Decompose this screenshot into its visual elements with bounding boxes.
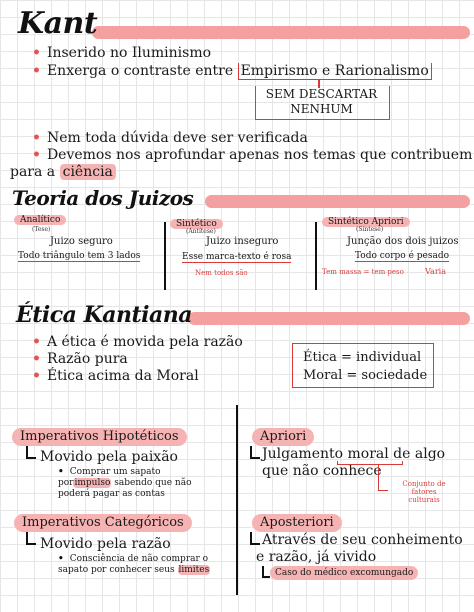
etica-box-line1: Ética = individual (303, 350, 422, 365)
apriori-text-2: que não conhece (262, 463, 382, 479)
imperativos-hipoteticos-title: Imperativos Hipotéticos (12, 428, 187, 446)
kant-bullet-3: • Nem toda dúvida deve ser verificada (32, 130, 308, 146)
etica-bullet-3-text: Ética acima da Moral (46, 368, 199, 384)
kant-bullet-3-text: Nem toda dúvida deve ser verificada (46, 130, 308, 146)
teoria-header-bar (205, 195, 470, 208)
kant-bullet-1-text: Inserido no Iluminismo (46, 45, 212, 61)
etica-bullet-3: • Ética acima da Moral (32, 368, 199, 384)
apriori-underline (337, 461, 403, 465)
kant-box-line1: SEM DESCARTAR (265, 87, 378, 101)
kant-bullet-2-highlight: Empirismo e Rarionalismo (238, 63, 432, 80)
hip-note-highlight: impulso (74, 478, 111, 488)
kant-bullet-2: • Enxerga o contraste entre Empirismo e Rarionalismo (32, 63, 432, 80)
apriori-text-1: Julgamento moral de algo (262, 446, 446, 462)
apriori-note: Conjunto de fatores culturais (402, 480, 446, 504)
apriori-bracket (250, 446, 260, 459)
teoria-col2-note: Nem todos são (195, 269, 248, 277)
cat-note: • Consciência de não comprar o sapato por conhecer seus limites (58, 554, 210, 575)
etica-center-divider (236, 405, 238, 595)
teoria-divider-1 (164, 222, 166, 290)
kant-bullet-1: • Inserido no Iluminismo (32, 45, 212, 61)
teoria-col3-note-right: Varia (425, 267, 446, 276)
imperativos-categoricos-title: Imperativos Categóricos (14, 514, 192, 532)
aposteriori-case-bracket (262, 566, 270, 578)
hip-bracket (26, 446, 36, 459)
kant-box (255, 86, 390, 120)
cat-bracket (26, 532, 36, 545)
etica-bullet-2: • Razão pura (32, 351, 128, 367)
etica-bullet-2-text: Razão pura (46, 351, 128, 367)
aposteriori-bracket (250, 532, 260, 545)
teoria-title: Teoria dos Juizos (12, 186, 194, 210)
teoria-col2-head: Sintético (170, 219, 223, 229)
etica-bullet-1-text: A ética é movida pela razão (46, 334, 243, 350)
kant-bullet-4: • Devemos nos aprofundar apenas nos temas que contribuem (32, 147, 473, 163)
hip-item: Movido pela paixão (40, 449, 178, 465)
teoria-col2-line1: Juizo inseguro (206, 236, 279, 247)
etica-box (292, 343, 434, 388)
kant-bullet-4-text: Devemos nos aprofundar apenas nos temas que contribuem (46, 147, 473, 163)
cat-note-highlight: limites (178, 565, 210, 575)
etica-box-line2: Moral = sociedade (303, 368, 428, 383)
teoria-col2-line2: Esse marca-texto é rosa (182, 252, 292, 262)
hip-note-pre: Comprar um sapato por (58, 467, 161, 488)
kant-title: Kant (18, 6, 98, 41)
kant-bullet-2-text: Enxerga o contraste entre (46, 63, 234, 79)
teoria-col3-head: Sintético Apriori (322, 217, 410, 227)
kant-bullet-4-cont (10, 164, 116, 181)
teoria-divider-2 (315, 222, 317, 290)
cat-item: Movido pela razão (40, 536, 171, 552)
teoria-col2-sub: (Antítese) (186, 228, 216, 235)
kant-box-line2: NENHUM (290, 102, 353, 116)
kant-bullet-4-cont-text: para a (10, 164, 56, 180)
etica-bullet-1: • A ética é movida pela razão (32, 334, 243, 350)
teoria-col3-note-left: Tem massa = tem peso (322, 268, 404, 276)
aposteriori-title: Aposteriori (252, 514, 342, 532)
apriori-title: Apriori (252, 428, 314, 446)
etica-header-bar (188, 312, 470, 325)
teoria-col1-line2: Todo triângulo tem 3 lados (18, 251, 141, 261)
aposteriori-case: Caso do médico excomungado (270, 566, 418, 580)
teoria-col1-sub: (Tese) (32, 226, 51, 233)
teoria-col3-line1: Junção dos dois juizos (347, 236, 459, 247)
aposteriori-text-1: Através de seu conheimento (262, 532, 463, 548)
cat-note-pre: Consciência de não comprar o sapato por conhecer seus (58, 554, 209, 575)
etica-title: Ética Kantiana (16, 302, 192, 328)
kant-header-bar (92, 26, 470, 39)
teoria-col3-sub: (Síntese) (356, 226, 384, 233)
hip-note-rest: sabendo que não poderá pagar as contas (58, 478, 192, 499)
aposteriori-text-2: e razão, já vivido (256, 549, 377, 565)
teoria-col3-line2: Todo corpo é pesado (355, 251, 450, 261)
hip-note: • Comprar um sapato porimpulso sabendo que não poderá pagar as contas (58, 467, 192, 499)
teoria-col1-line1: Juizo seguro (50, 236, 113, 247)
apriori-arrow (378, 465, 388, 491)
kant-ciencia-highlight: ciência (60, 164, 116, 180)
teoria-col1-head: Analítico (14, 215, 66, 225)
